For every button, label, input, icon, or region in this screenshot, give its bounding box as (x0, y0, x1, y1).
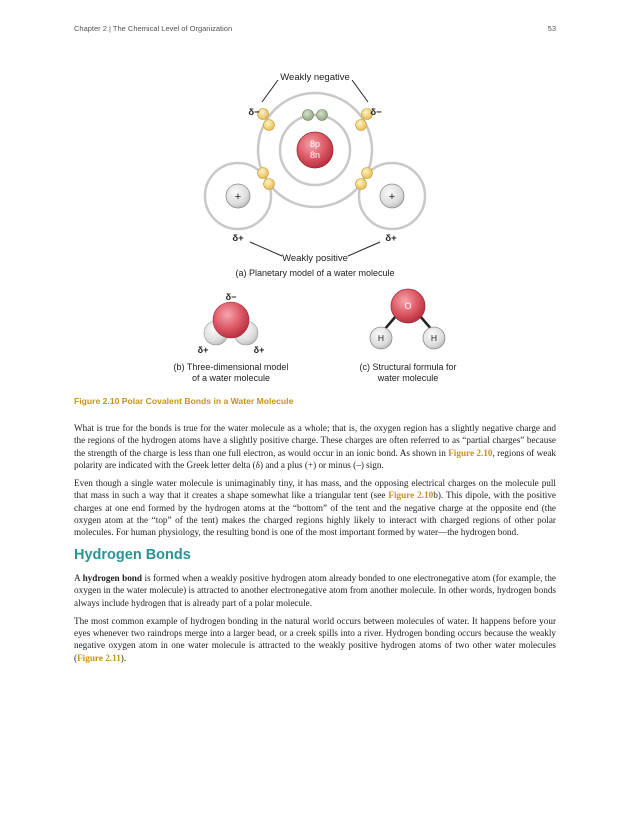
body-text-upper (74, 422, 556, 545)
oxygen-sphere (213, 302, 249, 338)
figure-link[interactable]: Figure 2.10 (388, 490, 434, 501)
plus-sign: + (234, 191, 242, 203)
shared-electron (356, 179, 367, 190)
body-text-lower (74, 572, 556, 670)
outer-electron (356, 120, 367, 131)
caption-b-line1: (b) Three-dimensional model (173, 362, 289, 372)
plus-sign: + (388, 191, 396, 203)
page-number: 53 (547, 24, 556, 33)
delta-negative-right: δ− (370, 107, 382, 118)
caption-c-line2: water molecule (377, 373, 439, 383)
figure-caption: Figure 2.10 Polar Covalent Bonds in a Water Molecule (74, 396, 294, 406)
caption-b-line2: of a water molecule (191, 373, 271, 383)
paragraph-partial-charges (74, 422, 556, 471)
nucleus-neutrons: 8n (309, 150, 321, 160)
text: is formed when a weakly positive hydrogen atom already bonded to one electronegative atom (for example, the oxygen in the water molecule) is attracted to another electronegative atom from another molecule. In other words, hydrogen bonds always include hydrogen that is already part of a polar molecule. (74, 573, 556, 608)
paragraph-dipole (74, 477, 556, 538)
paragraph-hydrogen-bond-definition (74, 572, 556, 609)
text: The most common example of hydrogen bonding in the natural world occurs between molecules of water. It happens before your eyes whenever two raindrops merge into a larger bead, or a creek spills into a river. Hydrogen bonding occurs because the weakly negative oxygen atom in one water molecule is attracted to the weakly positive hydrogen atoms of two other water molecules ( (74, 615, 556, 663)
text: Even though a single water molecule is unimaginably tiny, it has mass, and the opposing electrical charges on the molecule pull that mass in such a way that it creates a shape somewhat like a triangular tent (see (74, 478, 556, 501)
text: b). This dipole, with the positive charges at one end formed by the hydrogen atoms at the “bottom” of the tent and the negative charge at the opposite end (the oxygen atom at the “top” of the tent) makes the charged regions highly likely to interact with charged regions of other polar molecules. For human physiology, the resulting bond is one of the most important formed by water—the hydrogen bond. (74, 490, 557, 538)
shared-electron (258, 168, 269, 179)
text: A (74, 573, 83, 583)
three-dimensional-model (174, 292, 289, 383)
structural-formula (359, 289, 456, 383)
key-term: hydrogen bond (82, 573, 143, 583)
text: ). (120, 652, 127, 663)
chapter-title: Chapter 2 | The Chemical Level of Organization (74, 24, 233, 33)
hydrogen-symbol-left: H (377, 333, 385, 343)
delta-positive-left: δ+ (232, 233, 244, 244)
delta-negative-3d: δ− (225, 292, 237, 302)
text: What is true for the bonds is true for the water molecule as a whole; that is, the oxygen region has a slightly negative charge and the regions of the hydrogen atoms have a slightly positive charge. These charges are often referred to as “partial charges” because the strength of the charge is less than one full electron, as would occur in an ionic bond. As shown in (74, 423, 556, 458)
paragraph-hydrogen-bond-example (74, 615, 556, 664)
shared-electron (264, 179, 275, 190)
text: , regions of weak polarity are indicated with the Greek letter delta (δ) and a plus (+) or minus (–) sign. (74, 447, 556, 470)
oxygen-symbol: O (404, 301, 412, 311)
planetary-model (205, 72, 425, 278)
inner-electron (303, 110, 314, 121)
inner-electron (317, 110, 328, 121)
caption-c-line1: (c) Structural formula for (359, 362, 457, 372)
figure-link[interactable]: Figure 2.10 (448, 447, 493, 458)
figure-link[interactable]: Figure 2.11 (77, 652, 121, 663)
water-molecule-figure (0, 0, 630, 395)
nucleus-protons: 8p (309, 139, 321, 149)
delta-positive-right: δ+ (385, 233, 397, 244)
delta-negative-left: δ− (248, 107, 260, 118)
weakly-positive-label: Weakly positive (282, 253, 348, 264)
caption-a: (a) Planetary model of a water molecule (235, 268, 395, 278)
delta-positive-3d-right: δ+ (253, 345, 265, 355)
hydrogen-symbol-right: H (430, 333, 438, 343)
delta-positive-3d-left: δ+ (197, 345, 209, 355)
section-heading: Hydrogen Bonds (74, 547, 191, 563)
weakly-negative-label: Weakly negative (280, 72, 350, 83)
outer-electron (264, 120, 275, 131)
shared-electron (362, 168, 373, 179)
